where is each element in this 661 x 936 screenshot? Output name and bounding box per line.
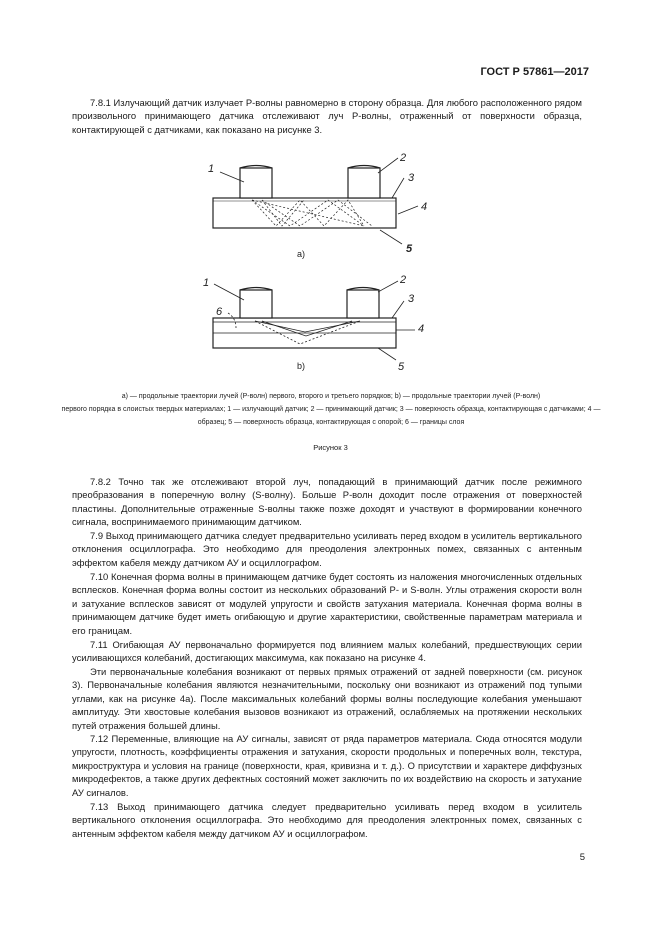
label-6b: 6 — [216, 306, 223, 318]
subfigure-a-label: а) — [297, 249, 306, 259]
figure-3b-diagram — [213, 281, 415, 360]
label-2a: 2 — [400, 152, 407, 164]
paragraph-7-8-1: 7.8.1 Излучающий датчик излучает P-волны равномерно в сторону образца. Для любого расположенного рядом произвольного принимающего датчика отслеживают луч P-волны, отраженный от поверхности образца, контактирующей с датчиками, как показано на рисунке 3. — [72, 97, 582, 135]
label-5a: 5 — [406, 243, 413, 255]
subfigure-b-label: b) — [297, 361, 306, 371]
label-3b: 3 — [408, 293, 415, 305]
figure-title: Рисунок 3 — [313, 443, 348, 452]
label-1b: 1 — [203, 277, 210, 289]
figure-caption-line-1: а) — продольные траектории лучей (P-волн) первого, второго и третьего порядков; b) — продольные траектории лучей (P-волн) — [121, 393, 541, 400]
paragraph-7-9: 7.9 Выход принимающего датчика следует предварительно усиливать перед входом в усилитель вертикального отклонения осциллографа. Это необходимо для преодоления электронных помех, связанных с антенным эффектом кабеля между датчиком АУ и осциллографом. — [72, 530, 582, 568]
paragraph-7-12: 7.12 Переменные, влияющие на АУ сигналы, зависят от ряда параметров материала. Сюда относятся модули упругости, плотность, коэффициенты отражения и затухания, скорости продольных и поперечных волн, текстура, микроструктура и условия на границе (поверхности, края, кривизна и т. д.). О присутствии и характере диффузных микродефектов, а также других дефектных состояний может заключить по их воздействию на скорость и затухание АУ сигналов. — [72, 733, 582, 798]
paragraph-7-13: 7.13 Выход принимающего датчика следует предварительно усиливать перед входом в усилитель вертикального отклонения осциллографа. Это необходимо для преодоления электронных помех, связанных с антенным эффектом кабеля между датчиком АУ и осциллографом. — [72, 801, 582, 839]
label-2b: 2 — [400, 274, 407, 286]
paragraph-7-10: 7.10 Конечная форма волны в принимающем датчике будет состоять из наложения многочисленных отдельных всплесков. Конечная форма волны состоит из нескольких образований P- и S-волн. Углы отражения скорости волн и затухание всплесков зависят от модулей упругости и свойств затухания материала. Конечная форма волны в принимающем датчике будет иметь огибающую и другие характеристики, свойственные параметрам материала и его границам. — [72, 571, 582, 636]
paragraph-7-11: 7.11 Огибающая АУ первоначально формируется под влиянием малых колебаний, предшествующих серии усиливающихся колебаний, достигающих максимума, как показано на рисунке 4. — [72, 639, 582, 664]
label-3a: 3 — [408, 172, 415, 184]
receiving-sensor-a — [348, 168, 380, 198]
specimen-plate-a — [213, 198, 396, 228]
figure-3a-diagram — [213, 158, 418, 244]
paragraph-7-11-continued: Эти первоначальные колебания возникают от первых прямых отражений от задней поверхности (см. рисунок 3). Первоначальные колебания являются незначительными, поскольку они возникают из отражений под тупыми углами, как на рисунке 4а). После максимальных колебаний формы волны последующие колебания уменьшают амплитуду. Эти хвостовые колебания вызовов возникают из отражений, ослабляемых на протяжении нескольких путей отражения большей длины. — [72, 666, 582, 731]
emitting-sensor-a — [240, 168, 272, 198]
label-1a: 1 — [208, 163, 215, 175]
label-4a: 4 — [421, 201, 428, 213]
figure-caption-line-2: первого порядка в слоистых твердых материалах; 1 — излучающий датчик; 2 — принимающий датчик; 3 — поверхность образца, контактирующая с датчиками; 4 — образец; 5 — поверхность образца, контактирующая с опорой; 6 — границы слоя — [61, 406, 601, 426]
ray-paths-b — [255, 321, 360, 344]
paragraph-7-8-2: 7.8.2 Точно так же отслеживают второй луч, попадающий в принимающий датчик после режимного преобразования в поперечную волну (S-волну). Больше P-волн доходит после отражения от поверхностей пластины. Дополнительные отраженные S-волны также позже доходят и участвуют в формировании конечного сигнала, воспринимаемого принимающим датчиком. — [72, 476, 582, 528]
label-5b: 5 — [398, 361, 405, 373]
page-number: 5 — [579, 852, 585, 863]
emitting-sensor-b — [240, 290, 272, 318]
ray-paths-a — [252, 200, 372, 226]
page-header: ГОСТ Р 57861—2017 — [480, 66, 589, 78]
label-4b: 4 — [418, 323, 425, 335]
receiving-sensor-b — [347, 290, 379, 318]
